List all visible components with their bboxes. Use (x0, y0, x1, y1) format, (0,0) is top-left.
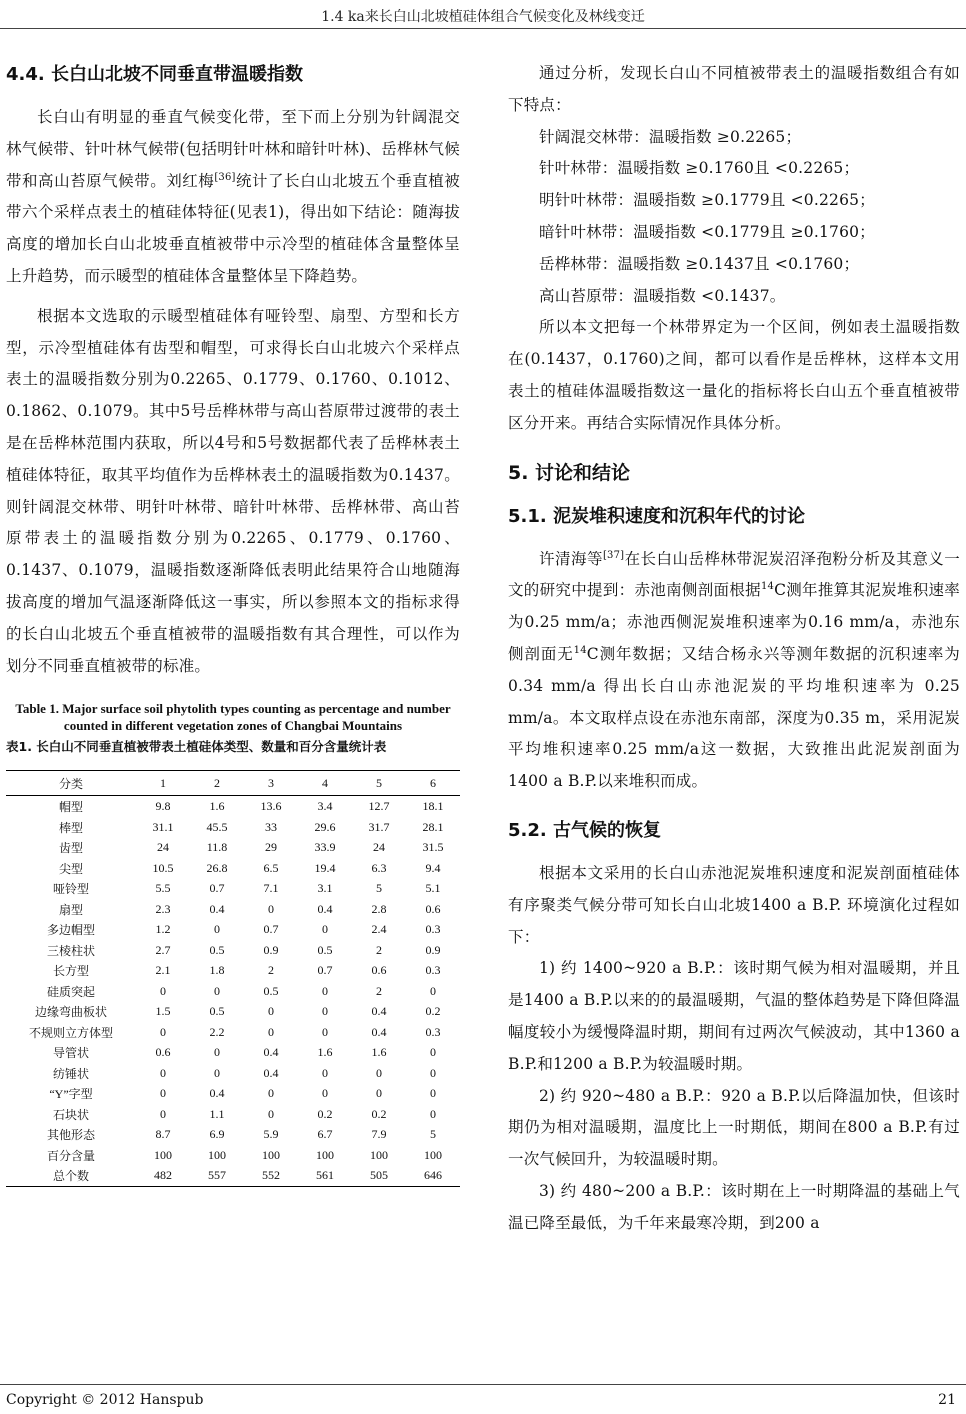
table-cell: 0 (430, 1106, 436, 1121)
table-cell: 11.8 (206, 840, 228, 855)
table-row-label: 百分含量 (46, 1148, 95, 1163)
text-run: 许清海等 (539, 549, 603, 568)
table-cell: 24 (373, 840, 385, 855)
table-row (6, 1145, 460, 1166)
table-cell: 0.4 (317, 901, 333, 916)
table-cell: 0.4 (209, 901, 225, 916)
table-cell: 24 (157, 840, 169, 855)
table-row-label: 总个数 (6, 1165, 136, 1186)
table-cell: 2.2 (209, 1024, 225, 1039)
table-row-label: “Y”字型 (49, 1087, 93, 1102)
table-cell: 33 (265, 819, 277, 834)
table-cell: 0 (322, 1065, 328, 1080)
table-row-label: 边缘弯曲板状 (34, 1005, 107, 1020)
table-cell: 45.5 (206, 819, 228, 834)
table-cell: 0 (430, 1086, 436, 1101)
table-cell: 0 (214, 922, 220, 937)
header-rule (0, 28, 966, 29)
table-cell: 1.6 (371, 1045, 387, 1060)
section-4-4-title: 4.4. 长白山北坡不同垂直带温暖指数 (6, 64, 303, 85)
table-cell: 1.8 (209, 963, 225, 978)
table-cell: 0.3 (425, 1024, 441, 1039)
table-cell: 0.5 (209, 942, 225, 957)
table-cell: 0 (160, 1086, 166, 1101)
table-cell: 0.3 (425, 963, 441, 978)
paragraph-warmth-index: 根据本文选取的示暖型植硅体有哑铃型、扇型、方型和长方型，示冷型植硅体有齿型和帽型，可求得长白山北坡六个采样点表土的温暖指数分别为0.2265、0.1779、0.1760、0.1012、0.1862、0.1079。其中5号岳桦林带与高山苔原带过渡带的表土是在岳桦林范围内获取，所以4号和5号数据都代表了岳桦林表土植硅体特征，取其平均值作为岳桦林表土的温暖指数为0.1437。则针阔混交林带、明针叶林带、暗针叶林带、岳桦林带、高山苔原带表土的温暖指数分别为0.2265、0.1779、0.1760、0.1437、0.1079，温暖指数逐渐降低表明此结果符合山地随海拔高度的增加气温逐渐降低这一事实，所以参照本文的指标求得的长白山北坡五个垂直植被带的温暖指数有其合理性，可以作为划分不同垂直植被带的标准。 (6, 306, 460, 675)
table-row (6, 837, 460, 858)
table-cell: 646 (406, 1165, 460, 1186)
table-cell: 0 (430, 983, 436, 998)
table-cell: 0.6 (371, 963, 387, 978)
table-cell: 0.5 (209, 1004, 225, 1019)
citation-37[interactable]: [37] (602, 549, 625, 561)
table-cell: 1.2 (155, 922, 171, 937)
table-cell: 31.1 (152, 819, 174, 834)
table-cell: 0 (322, 922, 328, 937)
table-row (6, 1042, 460, 1063)
zone-item: 暗针叶林带：温暖指数 <0.1779且 ≥0.1760； (539, 222, 875, 241)
table-cell: 19.4 (314, 860, 336, 875)
table-cell: 5.1 (425, 881, 441, 896)
table-cell: 31.5 (422, 840, 444, 855)
table-cell: 6.9 (209, 1127, 225, 1142)
section-5-1-title: 5.1. 泥炭堆积速度和沉积年代的讨论 (508, 505, 805, 527)
table-row-label: 纺锤状 (52, 1066, 89, 1081)
right-column (508, 58, 960, 1240)
table-cell: 0.2 (317, 1106, 333, 1121)
table-cell: 0 (322, 1086, 328, 1101)
table-header-cell: 3 (244, 771, 298, 796)
text-run: 统计了长白山北坡五个垂直植被带六个采样点表土的植硅体特征(见表1)，得出如下结论：随海拔高度的增加长白山北坡垂直植被带中示冷型的植硅体含量整体呈上升趋势，而示暖型的植硅体含量整体呈下降趋势。 (6, 171, 460, 285)
table-cell: 0 (322, 1004, 328, 1019)
table-row (6, 899, 460, 920)
table-cell: 0 (322, 983, 328, 998)
table-cell: 0.7 (317, 963, 333, 978)
table-row-label: 不规则立方体型 (28, 1025, 113, 1040)
isotope-superscript: 14 (573, 644, 587, 656)
phytolith-table (6, 770, 460, 1187)
table-cell: 2.8 (371, 901, 387, 916)
table-cell: 0.9 (425, 942, 441, 957)
table-row-label: 长方型 (52, 964, 89, 979)
table-cell: 29.6 (314, 819, 336, 834)
table-cell: 2.7 (155, 942, 171, 957)
paragraph-paleoclimate-intro: 根据本文采用的长白山赤池泥炭堆积速度和泥炭剖面植硅体有序聚类气候分带可知长白山北坡1400 a B.P. 环境演化过程如下： (508, 863, 960, 946)
table-cell: 0 (160, 1065, 166, 1080)
isotope-superscript: 14 (760, 581, 775, 593)
table-cell: 0 (268, 1086, 274, 1101)
table-cell: 0 (214, 1045, 220, 1060)
paleoclimate-stage-1: 1) 约 1400~920 a B.P.：该时期气候为相对温暖期，并且是1400 a B.P.以来的的最温暖期，气温的整体趋势是下降但降温幅度较小为缓慢降温时期，期间有过两次气候波动，其中1360 a B.P.和1200 a B.P.为较温暖时期。 (508, 959, 960, 1073)
table-row-label: 其他形态 (46, 1128, 95, 1143)
table-cell: 6.7 (317, 1127, 333, 1142)
table-row-label: 扇型 (58, 902, 83, 917)
table-row (6, 960, 460, 981)
zone-item: 明针叶林带：温暖指数 ≥0.1779且 <0.2265； (539, 191, 875, 210)
table-cell: 1.1 (209, 1106, 225, 1121)
table-cell: 0.5 (317, 942, 333, 957)
table-row-label: 三棱柱状 (46, 943, 95, 958)
table-cell: 2.3 (155, 901, 171, 916)
table-cell: 0 (214, 983, 220, 998)
table-cell: 505 (352, 1165, 406, 1186)
paragraph-peat-rate (508, 544, 960, 798)
table-row-label: 帽型 (58, 800, 83, 815)
table-row (6, 1063, 460, 1084)
zone-item: 针阔混交林带：温暖指数 ≥0.2265； (539, 127, 802, 146)
table-cell: 26.8 (206, 860, 228, 875)
table-cell: 0.7 (263, 922, 279, 937)
table-row (6, 940, 460, 961)
table-cell: 100 (154, 1147, 172, 1162)
table-cell: 0 (430, 1045, 436, 1060)
table-row (6, 878, 460, 899)
text-run: C测年推算其泥炭堆积速率为0.25 mm/a；赤池西侧泥炭堆积速率为0.16 mm/a，赤池东侧剖面无 (508, 581, 961, 663)
zone-item: 高山苔原带：温暖指数 <0.1437。 (539, 286, 786, 305)
table-row-label: 导管状 (52, 1046, 89, 1061)
table-cell: 3.4 (317, 799, 333, 814)
table-row-label: 哑铃型 (52, 882, 89, 897)
table-row (6, 1001, 460, 1022)
section-5-2-title: 5.2. 古气候的恢复 (508, 819, 661, 841)
section-5-title: 5. 讨论和结论 (508, 461, 631, 484)
table-cell: 2 (376, 942, 382, 957)
table-header-cell: 4 (298, 771, 352, 796)
table-cell: 8.7 (155, 1127, 171, 1142)
table-row-label: 硅质突起 (46, 984, 95, 999)
paleoclimate-stage-2: 2) 约 920~480 a B.P.：920 a B.P.以后降温加快，但该时期仍为相对温暖期，温度比上一时期低，期间在800 a B.P.有过一次气候回升，为较温暖时期。 (508, 1086, 960, 1169)
paleoclimate-stage-3: 3) 约 480~200 a B.P.：该时期在上一时期降温的基础上气温已降至最低，为千年来最寒冷期，到200 a (508, 1181, 960, 1232)
table-cell: 561 (298, 1165, 352, 1186)
table-cell: 1.5 (155, 1004, 171, 1019)
table-row (6, 1022, 460, 1043)
paragraph-zones-intro (6, 102, 460, 293)
table-cell: 1.6 (317, 1045, 333, 1060)
table-cell: 557 (190, 1165, 244, 1186)
table-cell: 10.5 (152, 860, 174, 875)
table-cell: 0 (160, 1024, 166, 1039)
table-row-label: 尖型 (58, 861, 83, 876)
table-cell: 33.9 (314, 840, 336, 855)
table-cell: 482 (136, 1165, 190, 1186)
table-cell: 28.1 (422, 819, 444, 834)
page-number: 21 (938, 1392, 956, 1408)
table-cell: 100 (424, 1147, 442, 1162)
table-header-row (6, 771, 460, 796)
table-header-cell: 5 (352, 771, 406, 796)
table-cell: 0.2 (371, 1106, 387, 1121)
table-cell: 100 (262, 1147, 280, 1162)
table-cell: 0 (268, 1024, 274, 1039)
table-cell: 5.5 (155, 881, 171, 896)
table-cell: 552 (244, 1165, 298, 1186)
table-cell: 9.4 (425, 860, 441, 875)
table-cell: 0.6 (155, 1045, 171, 1060)
table-cell: 0.3 (425, 922, 441, 937)
table-row-label: 石块状 (52, 1107, 89, 1122)
running-title: 1.4 ka来长白山北坡植硅体组合气候变化及林线变迁 (321, 9, 645, 25)
table-caption-en: Table 1. Major surface soil phytolith types counting as percentage and number counted in different vegetation zones of Changbai Mountains (15, 701, 451, 734)
table-cell: 6.5 (263, 860, 279, 875)
table-header-cell: 2 (190, 771, 244, 796)
table-row (6, 1083, 460, 1104)
table-body (6, 796, 460, 1187)
table-cell: 31.7 (368, 819, 390, 834)
table-cell: 9.8 (155, 799, 171, 814)
table-cell: 1.6 (209, 799, 225, 814)
paragraph-findings-intro: 通过分析，发现长白山不同植被带表土的温暖指数组合有如下特点： (508, 64, 960, 114)
table-cell: 0 (268, 1004, 274, 1019)
text-run: 在长白山岳桦林带泥炭沼泽孢粉分析及其意义一文的研究中提到：赤池南侧剖面根据 (508, 549, 960, 600)
table-cell: 29 (265, 840, 277, 855)
table-cell: 2.4 (371, 922, 387, 937)
table-cell: 0.4 (371, 1024, 387, 1039)
table-row (6, 817, 460, 838)
table-cell: 0.9 (263, 942, 279, 957)
table-row-label: 棒型 (58, 820, 83, 835)
table-cell: 0.4 (371, 1004, 387, 1019)
table-cell: 7.9 (371, 1127, 387, 1142)
table-cell: 5 (430, 1127, 436, 1142)
table-row (6, 919, 460, 940)
table-cell: 0.2 (425, 1004, 441, 1019)
table-cell: 6.3 (371, 860, 387, 875)
table-cell: 0 (322, 1024, 328, 1039)
table-cell: 0.4 (263, 1065, 279, 1080)
table-cell: 100 (208, 1147, 226, 1162)
table-cell: 12.7 (368, 799, 390, 814)
table-row (6, 1165, 460, 1186)
table-cell: 0.7 (209, 881, 225, 896)
table-cell: 3.1 (317, 881, 333, 896)
table-cell: 0 (214, 1065, 220, 1080)
table-row (6, 796, 460, 817)
table-cell: 5.9 (263, 1127, 279, 1142)
table-cell: 0.5 (263, 983, 279, 998)
zone-item: 岳桦林带：温暖指数 ≥0.1437且 <0.1760； (539, 254, 860, 273)
table-cell: 0.6 (425, 901, 441, 916)
table-row (6, 858, 460, 879)
citation-36[interactable]: [36] (214, 171, 236, 183)
table-cell: 0 (268, 901, 274, 916)
table-row-label: 多边帽型 (46, 923, 95, 938)
table-cell: 18.1 (422, 799, 444, 814)
table-cell: 0 (268, 1106, 274, 1121)
footer-rule (0, 1384, 966, 1385)
paragraph-interval: 所以本文把每一个林带界定为一个区间，例如表土温暖指数在(0.1437，0.1760)之间，都可以看作是岳桦林，这样本文用表土的植硅体温暖指数这一量化的指标将长白山五个垂直植被带区分开来。再结合实际情况作具体分析。 (508, 318, 960, 432)
table-cell: 100 (370, 1147, 388, 1162)
left-column (6, 58, 460, 1187)
copyright: Copyright © 2012 Hanspub (6, 1392, 204, 1408)
table-cell: 0 (160, 983, 166, 998)
text-run: 长白山有明显的垂直气候变化带，至下而上分别为针阔混交林气候带、针叶林气候带(包括明针叶林和暗针叶林)、岳桦林气候带和高山苔原气候带。刘红梅 (6, 108, 460, 190)
table-cell: 0.4 (209, 1086, 225, 1101)
table-cell: 2 (268, 963, 274, 978)
table-cell: 7.1 (263, 881, 279, 896)
table-row-label: 齿型 (58, 841, 83, 856)
table-row (6, 1124, 460, 1145)
table-cell: 0.4 (263, 1045, 279, 1060)
table-cell: 0 (376, 1086, 382, 1101)
table-cell: 2 (376, 983, 382, 998)
table-cell: 0 (376, 1065, 382, 1080)
zone-item: 针叶林带：温暖指数 ≥0.1760且 <0.2265； (539, 159, 860, 178)
table-cell: 13.6 (260, 799, 282, 814)
table-row (6, 981, 460, 1002)
table-header-cell: 分类 (6, 771, 136, 796)
table-cell: 5 (376, 881, 382, 896)
table-cell: 0 (160, 1106, 166, 1121)
table-cell: 0 (430, 1065, 436, 1080)
table-header-cell: 6 (406, 771, 460, 796)
table-row (6, 1104, 460, 1125)
text-run: C测年数据；又结合杨永兴等测年数据的沉积速率为 0.34 mm/a 得出长白山赤池泥炭的平均堆积速率为 0.25 mm/a。本文取样点设在赤池东南部，深度为0.35 m，采用泥炭平均堆积速率0.25 mm/a这一数据，大致推出此泥炭剖面为1400 a B.P.以来堆积而成。 (508, 644, 960, 791)
table-cell: 2.1 (155, 963, 171, 978)
table-cell: 100 (316, 1147, 334, 1162)
table-caption-zh: 表1. 长白山不同垂直植被带表土植硅体类型、数量和百分含量统计表 (6, 739, 387, 755)
table-header-cell: 1 (136, 771, 190, 796)
